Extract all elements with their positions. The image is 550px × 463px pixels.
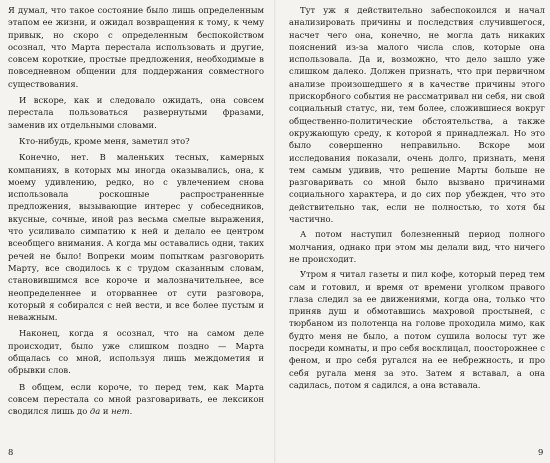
left-page (8, 4, 264, 422)
left-paragraph-1: Я думал, что такое состояние было лишь определенным этапом ее жизни, и ожидал возвращения к тому, к чему привык, но скоро с определенным беспокойством осознал, что Марта перестала использовать и другие, совсем короткие, простые предложения, необходимые в повседневном общении для поддержания совместного существования. (8, 5, 264, 89)
left-paragraph-5: Наконец, когда я осознал, что на самом деле происходит, было уже слишком поздно — Марта общалась со мной, используя лишь междометия и обрывки слов. (8, 328, 264, 376)
right-paragraph-2: А потом наступил болезненный период полного молчания, однако при этом мы делали вид, что ничего не происходит. (289, 229, 545, 264)
left-paragraph-2: И вскоре, как и следовало ожидать, она совсем перестала пользоваться развернутыми фразами, заменив их отдельными словами. (8, 95, 264, 130)
left-paragraph-6-tail: . (129, 406, 133, 417)
right-page (289, 4, 545, 394)
left-paragraph-3: Кто-нибудь, кроме меня, заметил это? (19, 135, 190, 146)
page-number-right: 9 (538, 447, 544, 457)
left-paragraph-6-text: В общем, если короче, то перед тем, как Марта совсем перестала со мной разговаривать, ее лексикон сводился лишь до (8, 381, 264, 417)
emphasis-net: нет (111, 406, 130, 417)
right-paragraph-3: Утром я читал газеты и пил кофе, который перед тем сам и готовил, и время от времени уголком правого глаза следил за ее движениями, когда она, только что приняв душ и обмотавшись махровой простыней, с тюрбаном из полотенца на голове проходила мимо, как будто меня не было, а потом сушила волосы тут же посреди комнаты, и про себя восклицал, поосторожнее с феном, и про себя ругался на ее небрежность, и про себя ругала меня за это. Затем я вставал, а она садилась, потом я садился, а она вставала. (289, 269, 545, 390)
page-number-left: 8 (8, 447, 14, 457)
left-paragraph-6-mid: и (100, 406, 112, 417)
emphasis-da: да (89, 406, 101, 417)
left-paragraph-4: Конечно, нет. В маленьких тесных, камерных компаниях, в которых мы иногда оказывались, она, к моему удивлению, редко, но с увлечением снова использовала роскошные распространенные предложения, вызывающие интерес у собеседников, вкусные, сочные, иной раз весьма смелые выражения, что усиливало симпатию к ней и делало ее центром всеобщего внимания. А когда мы оставались одни, таких речей не было! Вопреки моим попыткам разговорить Марту, все сводилось к с трудом сказанным словам, становившимся все короче и малозначительнее, все неопределеннее и оторваннее от сути разговора, который я собирался с ней вести, и все более пустым и неважным. (8, 152, 264, 323)
right-paragraph-1: Тут уж я действительно забеспокоился и начал анализировать причины и последствия случившегося, насчет чего она, конечно, не могла дать никаких пояснений из-за малого числа слов, которые она использовала. Да и, возможно, что дело зашло уже слишком далеко. Должен признать, что при первичном анализе произошедшего я в качестве причины этого прискорбного события не рассматривал ни себя, ни свой социальный статус, ни, тем более, сложившиеся вокруг общественно-политические обстоятельства, а также окружающую среду, к которой я принадлежал. Но это было совершенно неправильно. Вскоре мои исследования показали, очень долго, признать, меня тем самым удивив, что решение Марты больше не разговаривать со мной было вызвано причинами социального характера, и до сих пор убежден, что это действительно так, если не полностью, то хотя бы частично. (289, 5, 545, 225)
book-gutter (274, 0, 276, 463)
left-paragraph-6 (8, 381, 264, 418)
